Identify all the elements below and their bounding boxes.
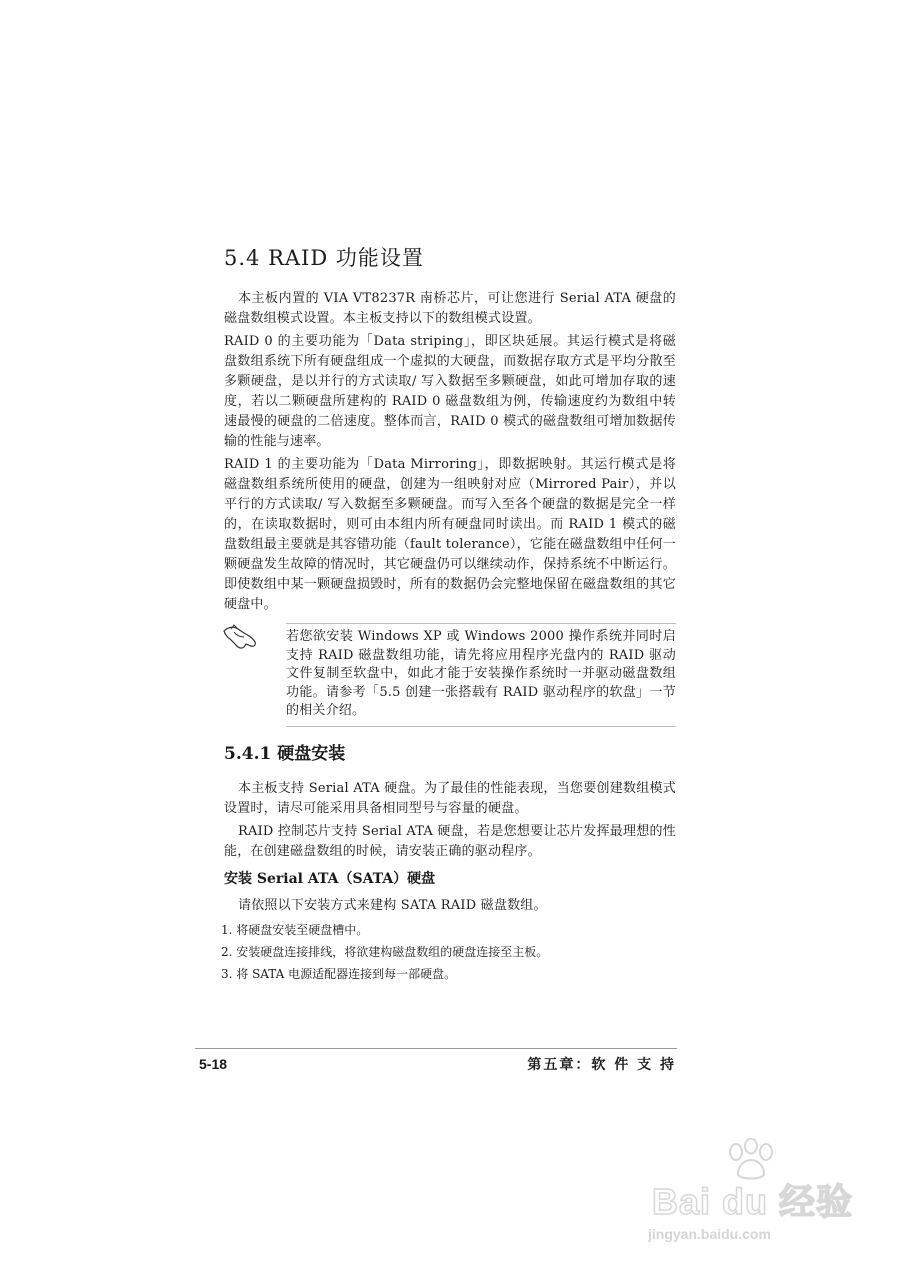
watermark: [648, 1138, 858, 1258]
list-item: 3. 将 SATA 电源适配器连接到每一部硬盘。: [221, 967, 457, 981]
intro-paragraph: 本主板内置的 VIA VT8237R 南桥芯片，可让您进行 Serial ATA 硬盘的磁盘数组模式设置。本主板支持以下的数组模式设置。: [224, 291, 676, 326]
list-item: 1. 将硬盘安装至硬盘槽中。: [221, 923, 369, 937]
install-intro: 请依照以下安装方式来建构 SATA RAID 磁盘数组。: [238, 898, 547, 913]
footer-rule: [195, 1048, 677, 1049]
page-number: 5-18: [199, 1056, 228, 1072]
subsection-title: 5.4.1 硬盘安装: [224, 744, 346, 764]
note-bottom-rule: [286, 726, 676, 727]
install-sata-title: 安装 Serial ATA（SATA）硬盘: [224, 871, 436, 887]
chapter-title: 第五章：软 件 支 持: [527, 1057, 676, 1073]
list-item: 2. 安装硬盘连接排线，将欲建构磁盘数组的硬盘连接至主板。: [221, 945, 549, 959]
install-steps-list: [221, 919, 673, 985]
note-top-rule: [286, 623, 676, 624]
watermark-brand: Bai du 经验: [652, 1181, 854, 1222]
document-page: [221, 240, 676, 985]
section-title: 5.4 RAID 功能设置: [224, 246, 424, 270]
watermark-url: jingyan.baidu.com: [648, 1226, 771, 1242]
note-box: [224, 623, 676, 727]
note-text: 若您欲安装 Windows XP 或 Windows 2000 操作系统并同时启支持 RAID 磁盘数组功能，请先将应用程序光盘内的 RAID 驱动文件复制至软盘中，如此才能于安装操作系统时一并驱动磁盘数组功能。请参考「5.5 创建一张搭载有 RAID 驱动程序的软盘」一节的相关介绍。: [286, 629, 676, 718]
pointing-hand-icon: [222, 623, 258, 651]
raid1-paragraph: RAID 1 的主要功能为「Data Mirroring」，即数据映射。其运行模式是将磁盘数组系统所使用的硬盘，创建为一组映射对应（Mirrored Pair），并以平行的方式读取/ 写入数据至多颗硬盘。而写入至各个硬盘的数据是完全一样的，在读取数据时，则可由本组内所有硬盘同时读出。而 RAID 1 模式的磁盘数组最主要就是其容错功能（fault tolerance），它能在磁盘数组中任何一颗硬盘发生故障的情况时，其它硬盘仍可以继续动作，保持系统不中断运行。即使数组中某一颗硬盘损毁时，所有的数据仍会完整地保留在磁盘数组的其它硬盘中。: [224, 457, 676, 612]
raid0-paragraph: RAID 0 的主要功能为「Data striping」，即区块延展。其运行模式是将磁盘数组系统下所有硬盘组成一个虚拟的大硬盘，而数据存取方式是平均分散至多颗硬盘，是以并行的方式读取/ 写入数据至多颗硬盘，如此可增加存取的速度，若以二颗硬盘所建构的 RAID 0 磁盘数组为例，传输速度约为数组中转速最慢的硬盘的二倍速度。整体而言，RAID 0 模式的磁盘数组可增加数据传输的性能与速率。: [224, 334, 676, 449]
raid-controller-paragraph: RAID 控制芯片支持 Serial ATA 硬盘，若是您想要让芯片发挥最理想的性能，在创建磁盘数组的时候，请安装正确的驱动程序。: [224, 824, 676, 859]
sata-support-paragraph: 本主板支持 Serial ATA 硬盘。为了最佳的性能表现，当您要创建数组模式设置时，请尽可能采用具备相同型号与容量的硬盘。: [224, 781, 676, 816]
